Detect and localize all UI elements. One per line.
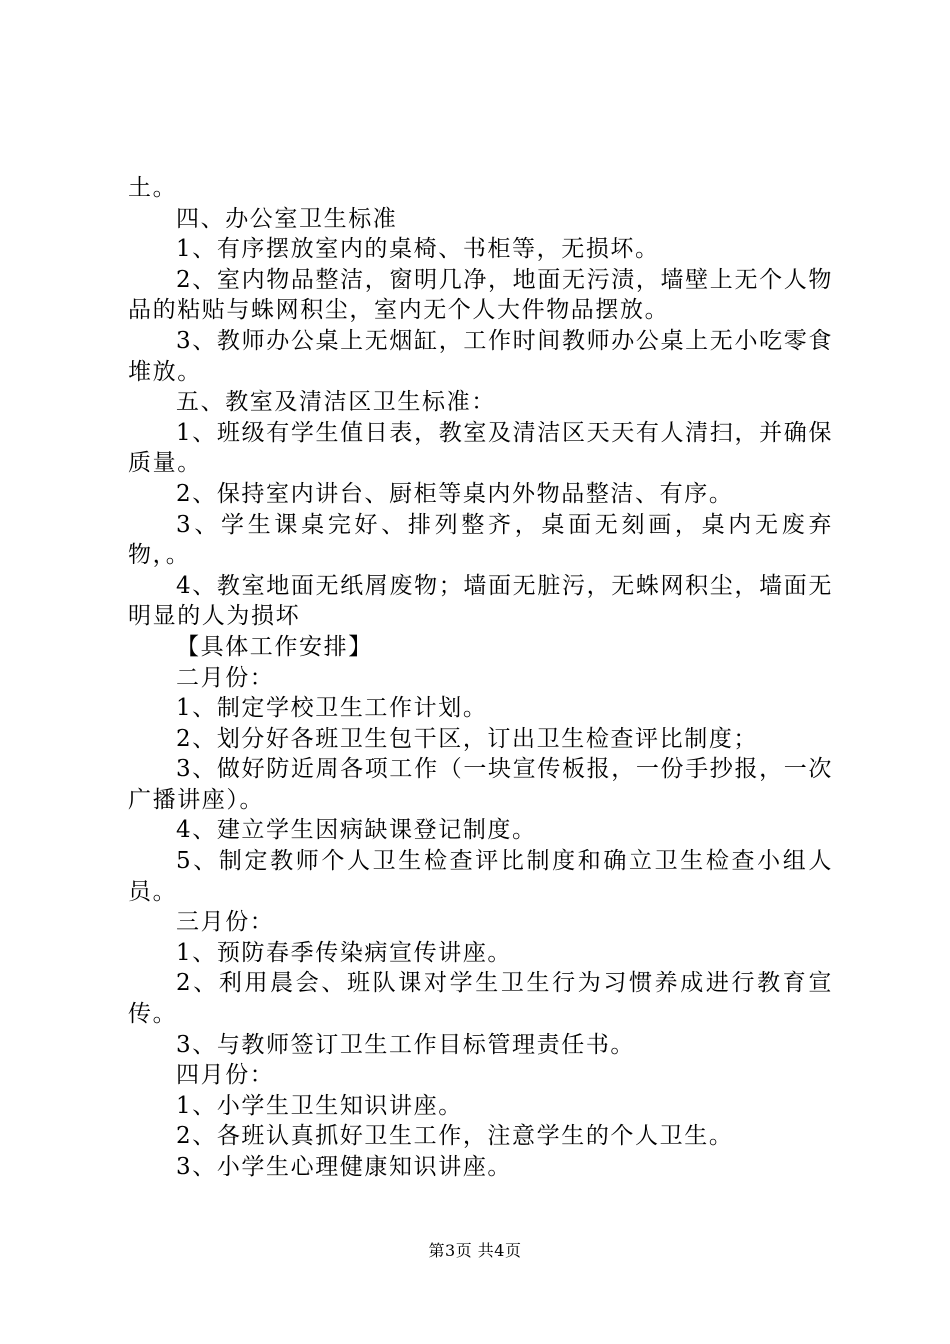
- paragraph: 2、保持室内讲台、厨柜等桌内外物品整洁、有序。: [176, 480, 734, 507]
- page-footer: 第3页 共4页: [428, 1241, 522, 1260]
- paragraph: 1、预防春季传染病宣传讲座。: [176, 939, 513, 966]
- paragraph: 3、小学生心理健康知识讲座。: [176, 1154, 513, 1180]
- paragraph: 3、做好防近周各项工作（一块宣传板报，一份手抄报，一次广播讲座）。: [128, 756, 833, 813]
- document-body: [128, 173, 833, 1183]
- paragraph: 三月份：: [176, 909, 275, 936]
- paragraph: 2、利用晨会、班队课对学生卫生行为习惯养成进行教育宣传。: [128, 970, 833, 1028]
- paragraph: 土。: [128, 175, 178, 201]
- paragraph: 【具体工作安排】: [176, 633, 373, 660]
- paragraph: 四月份：: [176, 1062, 275, 1089]
- paragraph: 4、教室地面无纸屑废物；墙面无脏污，无蛛网积尘，墙面无明显的人为损坏: [128, 572, 833, 630]
- paragraph: 1、班级有学生值日表，教室及清洁区天天有人清扫，并确保质量。: [128, 419, 833, 477]
- paragraph: 5、制定教师个人卫生检查评比制度和确立卫生检查小组人员。: [128, 848, 833, 905]
- paragraph: 3、与教师签订卫生工作目标管理责任书。: [176, 1031, 636, 1058]
- paragraph: 五、教室及清洁区卫生标准：: [176, 389, 496, 416]
- paragraph: 1、制定学校卫生工作计划。: [176, 695, 488, 722]
- paragraph: 1、有序摆放室内的桌椅、书柜等，无损坏。: [176, 236, 660, 263]
- paragraph: 1、小学生卫生知识讲座。: [176, 1092, 463, 1119]
- paragraph: 2、各班认真抓好卫生工作，注意学生的个人卫生。: [176, 1123, 734, 1150]
- paragraph: 3、学生课桌完好、排列整齐，桌面无刻画，桌内无废弃物，。: [128, 511, 833, 569]
- paragraph: 2、划分好各班卫生包干区，订出卫生检查评比制度；: [176, 725, 759, 752]
- paragraph: 二月份：: [176, 664, 275, 691]
- paragraph: 2、室内物品整洁，窗明几净，地面无污渍，墙壁上无个人物品的粘贴与蛛网积尘，室内无个人大件物品摆放。: [128, 266, 833, 324]
- paragraph: 四、办公室卫生标准: [176, 205, 398, 232]
- paragraph: 3、教师办公桌上无烟缸，工作时间教师办公桌上无小吃零食堆放。: [128, 327, 833, 385]
- paragraph: 4、建立学生因病缺课登记制度。: [176, 817, 537, 844]
